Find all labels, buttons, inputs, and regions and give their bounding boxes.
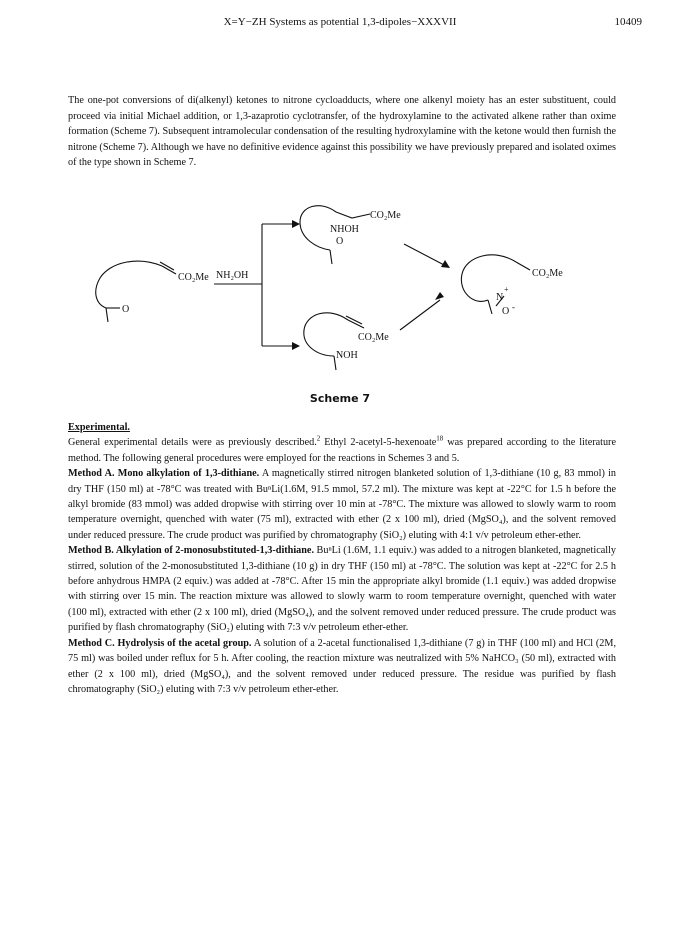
top-methyl: [330, 250, 332, 264]
bottom-co2me-label: CO₂Me: [358, 332, 389, 343]
start-ring: [96, 261, 162, 308]
ref-18: 18: [436, 435, 444, 444]
ref-2: 2: [316, 435, 321, 444]
top-co2me-label: CO₂Me: [370, 210, 401, 221]
start-co2me-label: CO₂Me: [178, 272, 209, 283]
method-a-paragraph: [68, 466, 616, 543]
branch-up-arrowhead: [292, 220, 300, 228]
top-nhoh-label: NHOH: [330, 224, 359, 235]
general-text-b: Ethyl 2-acetyl-5-hexenoate: [320, 437, 437, 449]
product-minus-label: -: [512, 302, 515, 312]
scheme-caption: Scheme 7: [309, 392, 371, 405]
start-methyl: [106, 308, 108, 322]
product-chain: [516, 262, 530, 270]
general-paragraph: [68, 435, 616, 466]
top-chain: [336, 212, 370, 218]
experimental-section: [68, 420, 616, 697]
intro-paragraph: The one-pot conversions of di(alkenyl) ketones to nitrone cycloadducts, where one alkenyl moiety has an ester substituent, could proceed via initial Michael addition, or 1,3-azaprotio cyclotransfer, of the hydroxylamine to the activated alkene rather than oxime formation (Scheme 7). Subsequent intramolecular condensation of the resulting hydroxylamine with the ketone would then furnish the nitrone (Scheme 7). Although we have no definitive evidence against this possibility we have previously prepared and isolated oximes of the type shown in Scheme 7.: [68, 95, 617, 169]
method-c-title: Method C. Hydrolysis of the acetal group.: [68, 637, 252, 649]
top-o-label: O: [336, 236, 344, 247]
running-title: X=Y−ZH Systems as potential 1,3-dipoles−XXXVII: [223, 16, 457, 28]
product-co2me-label: CO₂Me: [532, 268, 563, 279]
method-a-title: Method A. Mono alkylation of 1,3-dithiane.: [68, 468, 260, 480]
bottom-noh-label: NOH: [336, 350, 358, 361]
product-methyl: [488, 300, 492, 314]
page-header: [0, 14, 680, 34]
bottom-to-product-arrow: [400, 300, 440, 330]
page-number: 10409: [614, 16, 642, 28]
method-b-paragraph: [68, 543, 616, 635]
general-text-c: was prepared according to the literature method. The following general procedures were employed for the reactions in Schemes 3 and 5.: [68, 437, 616, 464]
branch-down-arrowhead: [292, 342, 300, 350]
method-c-paragraph: [68, 636, 616, 698]
method-a-text: A magnetically stirred nitrogen blanketed solution of 1,3-dithiane (10 g, 83 mmol) in dry THF (150 ml) at -78°C was treated with BuⁿLi(1.6M, 91.5 mmol, 57.2 ml). The mixture was kept at -22°C for 1.5 h before the alkyl bromide (83 mmol) was added dropwise with stirring over 10 min at -78°C. The mixture was allowed to slowly warm to room temperature overnight, quenched with water (75 ml), extracted with ether (2 x 100 ml), dried (MgSO₄), and the solvent removed under reduced pressure. The crude product was purified by chromatography (SiO₂) eluting with 4:1 v/v petroleum ether-ether.: [68, 468, 617, 541]
scheme-svg: [0, 196, 680, 396]
reagent-label: NH₂OH: [216, 270, 249, 281]
bottom-to-product-arrowhead: [435, 292, 444, 300]
product-o-label: O: [502, 306, 510, 317]
product-n-label: N: [496, 292, 504, 303]
top-to-product-arrow: [404, 244, 446, 266]
start-o-label: O: [122, 304, 130, 315]
scheme-7-diagram: [0, 196, 680, 396]
method-b-title: Method B. Alkylation of 2-monosubstituted-1,3-dithiane.: [68, 545, 314, 557]
product-ring: [461, 255, 516, 302]
product-plus-label: +: [504, 285, 509, 294]
method-b-text: BuⁿLi (1.6M, 1.1 equiv.) was added to a nitrogen blanketed, magnetically stirred, solution of the 2-monosubstituted 1,3-dithiane (10 g) in dry THF (150 ml) at -78°C. The solution was kept at -22°C for 2.5 h before anhydrous HMPA (2 equiv.) was added at -78°C. After 15 min the appropriate alkyl bromide (1.1 equiv.) was added dropwise with stirring over 15 min. The reaction mixture was allowed to slowly warm to room temperature overnight, quenched with water (100 ml), extracted with ether (2 x 100 ml), dried (MgSO₄), and the solvent removed under reduced pressure. The crude product was purified by flash chromatography (SiO₂) eluting with 7:3 v/v petroleum ether-ether.: [68, 545, 616, 634]
general-text-a: General experimental details were as previously described.: [68, 437, 317, 449]
experimental-heading: Experimental.: [68, 422, 130, 433]
method-c-text: A solution of a 2-acetal functionalised 1,3-dithiane (7 g) in THF (100 ml) and HCl (2M, 75 ml) was boiled under reflux for 5 h. After cooling, the reaction mixture was neutralized with 5% NaHCO₃ (50 ml), extracted with ether (2 x 100 ml), dried (MgSO₄), and the solvent removed under reduced pressure. The residue was purified by flash chromatography (SiO₂) eluting with 7:3 v/v petroleum ether-ether.: [68, 637, 616, 695]
